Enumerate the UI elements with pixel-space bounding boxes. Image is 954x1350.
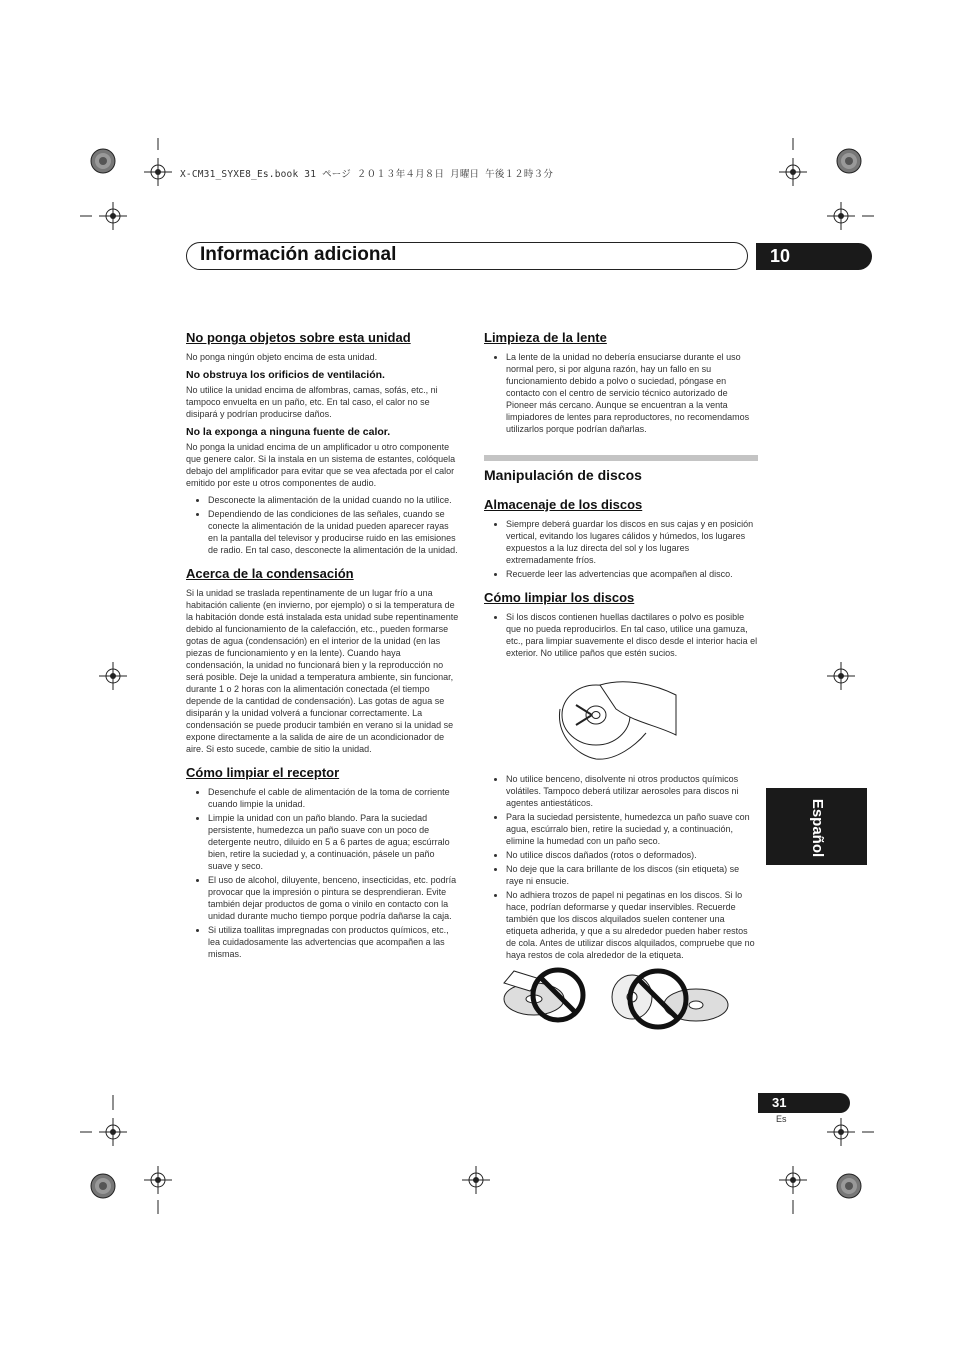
list-item: • El uso de alcohol, diluyente, benceno, insecticidas, etc. podría provocar que la impresión o pintura se desprendieran. Evite también dejar productos de goma o vinilo en contacto con la unidad durante mucho tiempo porque podría dañarse la caja. <box>208 874 460 922</box>
bullet-list <box>484 351 758 435</box>
list-item: • La lente de la unidad no debería ensuciarse durante el uso normal pero, si por alguna razón, hay un fallo en su funcionamiento debido a polvo o suciedad, póngase en contacto con el centro de servicio técnico autorizado de Pioneer más cercano. Aunque se encuentran a la venta limpiadores de lentes para reproductores, no recomendamos utilizarlos porque podrían dañarlas. <box>506 351 758 435</box>
list-item: • Si utiliza toallitas impregnadas con productos químicos, etc., lea cuidadosamente las advertencias que acompañen a las mismas. <box>208 924 460 960</box>
list-item: • Desconecte la alimentación de la unidad cuando no la utilice. <box>208 494 460 506</box>
list-item: • No deje que la cara brillante de los discos (sin etiqueta) se raye ni ensucie. <box>506 863 758 887</box>
bullet-list <box>186 494 460 556</box>
paragraph: Si la unidad se traslada repentinamente de un lugar frío a una habitación caliente (en invierno, por ejemplo) o si la temperatura de la habitación donde está instalada esta unidad sube repentinamente debido al funcionamiento de la calefacción, etc., pueden formarse gotas de agua (condensación) en el interior de la unidad (en las piezas de funcionamiento y en la lente). Cuando haya condensación, la unidad no funcionará bien y la reproducción no será posible. Deje la unidad a temperatura ambiente, sin funcionar, durante 1 o 2 horas con la alimentación conectada (el tiempo depende de la cantidad de condensación). Las gotas de agua se disiparán y la unidad volverá a funcionar correctamente. La condensación se puede producir también en verano si la unidad se expone directamente a la salida de aire de un acondicionador de aire. Si esto sucede, cambie de sitio la unidad. <box>186 588 459 754</box>
list-item: • No utilice discos dañados (rotos o deformados). <box>506 849 758 861</box>
heading-almacenaje: Almacenaje de los discos <box>484 497 643 512</box>
subheading-ventilacion: No obstruya los orificios de ventilación. <box>186 369 385 381</box>
right-column <box>484 330 758 1031</box>
bullet-list <box>484 773 758 961</box>
language-label: Español <box>809 798 826 858</box>
disc-prohibited-illustration <box>484 967 758 1031</box>
print-info: X-CM31_SYXE8_Es.book 31 ページ ２０１３年４月８日 月曜日 午後１２時３分 <box>180 169 554 180</box>
list-item: • Limpie la unidad con un paño blando. Para la suciedad persistente, humedezca un paño suave con un poco de detergente neutro, diluido en 5 a 6 partes de agua; escúrralo bien, retire la suciedad y, a continuación, pásele un paño suave y seco. <box>208 812 460 872</box>
heading-limpiar-discos: Cómo limpiar los discos <box>484 590 635 605</box>
subheading-calor: No la exponga a ninguna fuente de calor. <box>186 426 391 438</box>
section-title-manipulacion: Manipulación de discos <box>484 467 642 483</box>
chapter-badge: 10 <box>756 243 872 270</box>
list-item: • No utilice benceno, disolvente ni otros productos químicos volátiles. Tampoco deberá utilizar aerosoles para discos ni agentes antiestáticos. <box>506 773 758 809</box>
list-item: • Si los discos contienen huellas dactilares o polvo es posible que no pueda reproducirlos. En tal caso, utilice una gamuza, etc., para limpiar suavemente el disco desde el interior hacia el exterior. No utilice paños que estén sucios. <box>506 611 758 659</box>
page-number: 31 <box>758 1093 850 1113</box>
list-item: • Dependiendo de las condiciones de las señales, cuando se conecte la alimentación de la unidad pueden aparecer rayas en la pantalla del televisor y producirse ruido en las emisiones de radio. En tal caso, desconecte la alimentación de la unidad. <box>208 508 460 556</box>
list-item: • Recuerde leer las advertencias que acompañen al disco. <box>506 568 758 580</box>
list-item: • Siempre deberá guardar los discos en sus cajas y en posición vertical, evitando los lugares cálidos y húmedos, los lugares expuestos a la luz directa del sol y los lugares extremadamente fríos. <box>506 518 758 566</box>
heading-condensacion: Acerca de la condensación <box>186 566 354 581</box>
heading-limpieza-lente: Limpieza de la lente <box>484 330 607 345</box>
disc-cleaning-illustration <box>484 665 758 765</box>
heading-no-ponga-objetos: No ponga objetos sobre esta unidad <box>186 330 411 345</box>
list-item: • Para la suciedad persistente, humedezca un paño suave con agua, escúrralo bien, retire la suciedad y, a continuación, elimine la humedad con un paño seco. <box>506 811 758 847</box>
page-title: Información adicional <box>200 244 397 265</box>
list-item: • No adhiera trozos de papel ni pegatinas en los discos. Si lo hace, podrían deformarse y quedar inservibles. Recuerde también que los discos alquilados suelen contener una etiqueta adherida, y que a su alrededor pueden haber restos de cola. Antes de utilizar discos alquilados, compruebe que no haya restos de cola alrededor de la etiqueta. <box>506 889 758 961</box>
bullet-list <box>484 611 758 659</box>
paragraph: No ponga ningún objeto encima de esta unidad. <box>186 352 378 362</box>
paragraph: No utilice la unidad encima de alfombras, camas, sofás, etc., ni tampoco envuelta en un paño, etc. En tal caso, el calor no se disipará y podrían producirse daños. <box>186 385 438 419</box>
section-divider <box>484 455 758 461</box>
paragraph: No ponga la unidad encima de un amplificador u otro componente que genere calor. Si la instala en un sistema de estantes, colóquela debajo del amplificador para evitar que se vea afectada por el calor emitido por este u otros componentes de audio. <box>186 442 456 488</box>
heading-limpiar-receptor: Cómo limpiar el receptor <box>186 765 340 780</box>
left-column <box>186 330 460 965</box>
bullet-list <box>186 786 460 960</box>
language-tab-text <box>770 798 865 858</box>
list-item: • Desenchufe el cable de alimentación de la toma de corriente cuando limpie la unidad. <box>208 786 460 810</box>
bullet-list <box>484 518 758 580</box>
page-language-code: Es <box>776 1114 787 1124</box>
